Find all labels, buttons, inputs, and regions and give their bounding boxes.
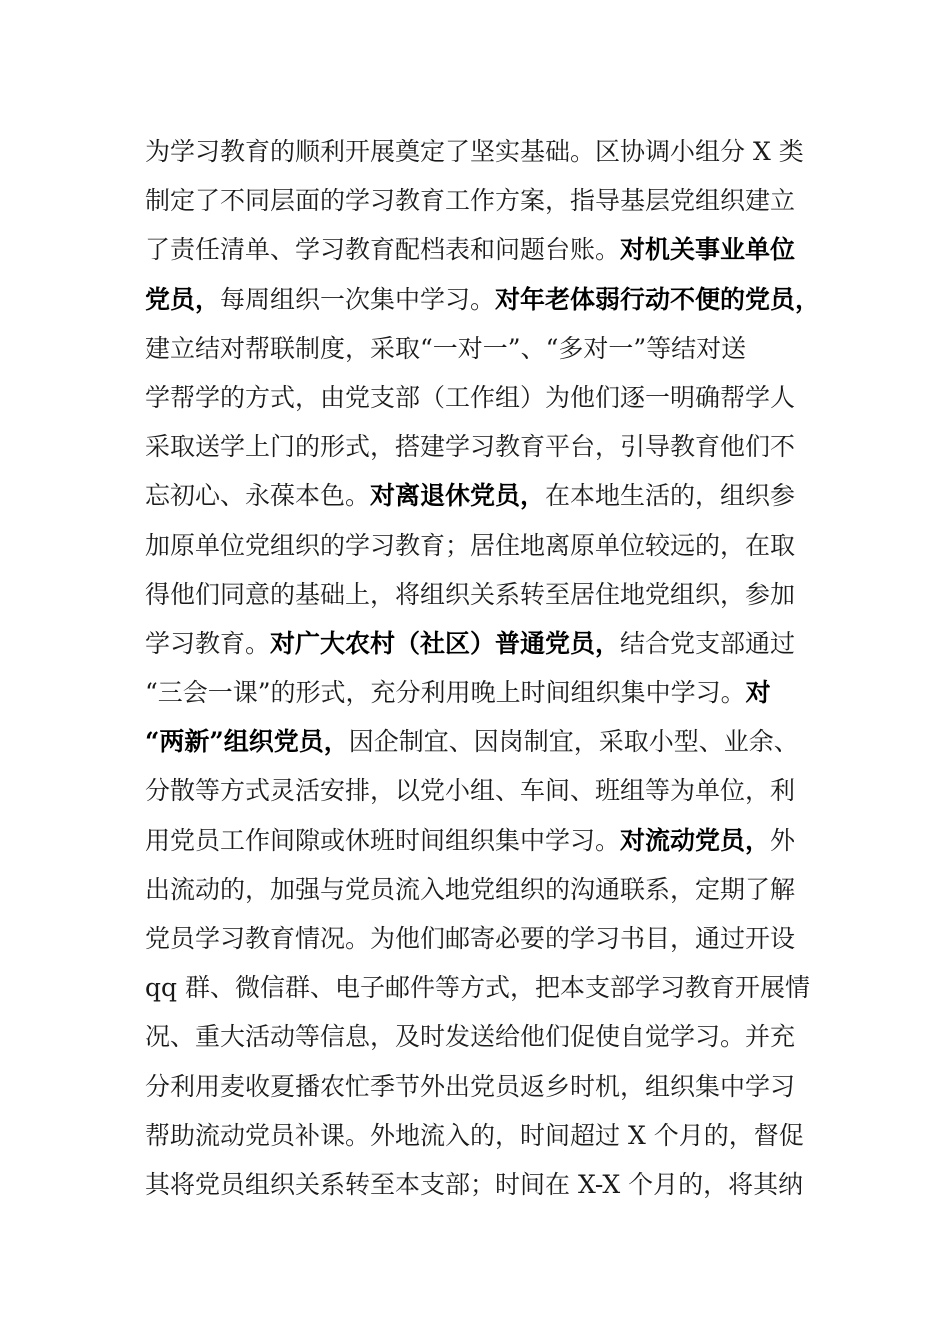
body-text-segment: 党员学习教育情况。为他们邮寄必要的学习书目，通过开设 [145, 924, 796, 953]
text-line [145, 963, 825, 1012]
text-line [145, 275, 825, 324]
text-line [145, 816, 825, 865]
body-text-segment: 建立结对帮联制度，采取“一对一”、“多对一”等结对送 [145, 333, 747, 363]
body-text-segment: 学帮学的方式，由党支部（工作组）为他们逐一明确帮学人 [145, 382, 796, 412]
body-text-segment: 学习教育。 [145, 628, 271, 658]
text-line [145, 422, 825, 471]
body-text-segment: 结合党支部通过 [620, 628, 796, 658]
text-line [145, 1111, 825, 1160]
bold-heading-text: 对 [745, 678, 771, 708]
text-line [145, 914, 825, 963]
body-text-segment: 其将党员组织关系转至本支部；时间在 X-X 个月的，将其纳 [145, 1169, 804, 1199]
text-line [145, 471, 825, 520]
body-text-segment: qq 群、微信群、电子邮件等方式，把本支部学习教育开展情 [145, 973, 810, 1003]
text-line [145, 324, 825, 373]
text-line [145, 619, 825, 668]
text-line [145, 373, 825, 422]
bold-heading-text: 对机关事业单位 [620, 235, 796, 265]
body-text-segment: 每周组织一次集中学习。 [220, 284, 496, 314]
body-text-segment: 出流动的，加强与党员流入地党组织的沟通联系，定期了解 [145, 874, 796, 904]
bold-heading-text: 对离退休党员， [370, 481, 546, 511]
body-text-segment: 帮助流动党员补课。外地流入的，时间超过 X 个月的，督促 [145, 1120, 804, 1150]
body-text-segment: 为学习教育的顺利开展奠定了坚实基础。区协调小组分 X 类 [145, 137, 804, 166]
body-text-segment: 得他们同意的基础上，将组织关系转至居住地党组织，参加 [145, 579, 796, 609]
body-text-segment: 加原单位党组织的学习教育；居住地离原单位较远的，在取 [145, 530, 796, 560]
text-line [145, 766, 825, 815]
text-line [145, 717, 825, 766]
body-text-segment: 在本地生活的，组织参 [545, 481, 796, 511]
body-text-segment: 况、重大活动等信息，及时发送给他们促使自觉学习。并充 [145, 1022, 796, 1052]
text-line [145, 570, 825, 619]
body-text-segment: 外 [770, 825, 796, 855]
text-line [145, 1062, 825, 1111]
text-line [145, 127, 825, 176]
body-text-segment: 分散等方式灵活安排，以党小组、车间、班组等为单位，利 [145, 776, 796, 806]
bold-heading-text: 对年老体弱行动不便的党员， [495, 284, 821, 314]
body-text-segment: 制定了不同层面的学习教育工作方案，指导基层党组织建立 [145, 186, 796, 216]
body-text-segment: 了责任清单、学习教育配档表和问题台账。 [145, 235, 621, 265]
bold-heading-text: “两新”组织党员， [145, 727, 349, 757]
text-line [145, 865, 825, 914]
text-line [145, 668, 825, 717]
bold-heading-text: 对流动党员， [620, 825, 771, 855]
bold-heading-text: 党员， [145, 284, 221, 314]
body-text-segment: 忘初心、永葆本色。 [145, 481, 371, 511]
text-line [145, 1012, 825, 1061]
text-line [145, 225, 825, 274]
text-line [145, 176, 825, 225]
text-line [145, 521, 825, 570]
body-text [145, 127, 825, 1209]
text-line [145, 1160, 825, 1209]
bold-heading-text: 对广大农村（社区）普通党员， [270, 628, 621, 658]
body-text-segment: 分利用麦收夏播农忙季节外出党员返乡时机，组织集中学习 [145, 1071, 796, 1101]
body-text-segment: “三会一课”的形式，充分利用晚上时间组织集中学习。 [145, 678, 746, 708]
body-text-segment: 采取送学上门的形式，搭建学习教育平台，引导教育他们不 [145, 432, 796, 462]
body-text-segment: 因企制宜、因岗制宜，采取小型、业余、 [348, 727, 799, 757]
body-text-segment: 用党员工作间隙或休班时间组织集中学习。 [145, 825, 621, 855]
